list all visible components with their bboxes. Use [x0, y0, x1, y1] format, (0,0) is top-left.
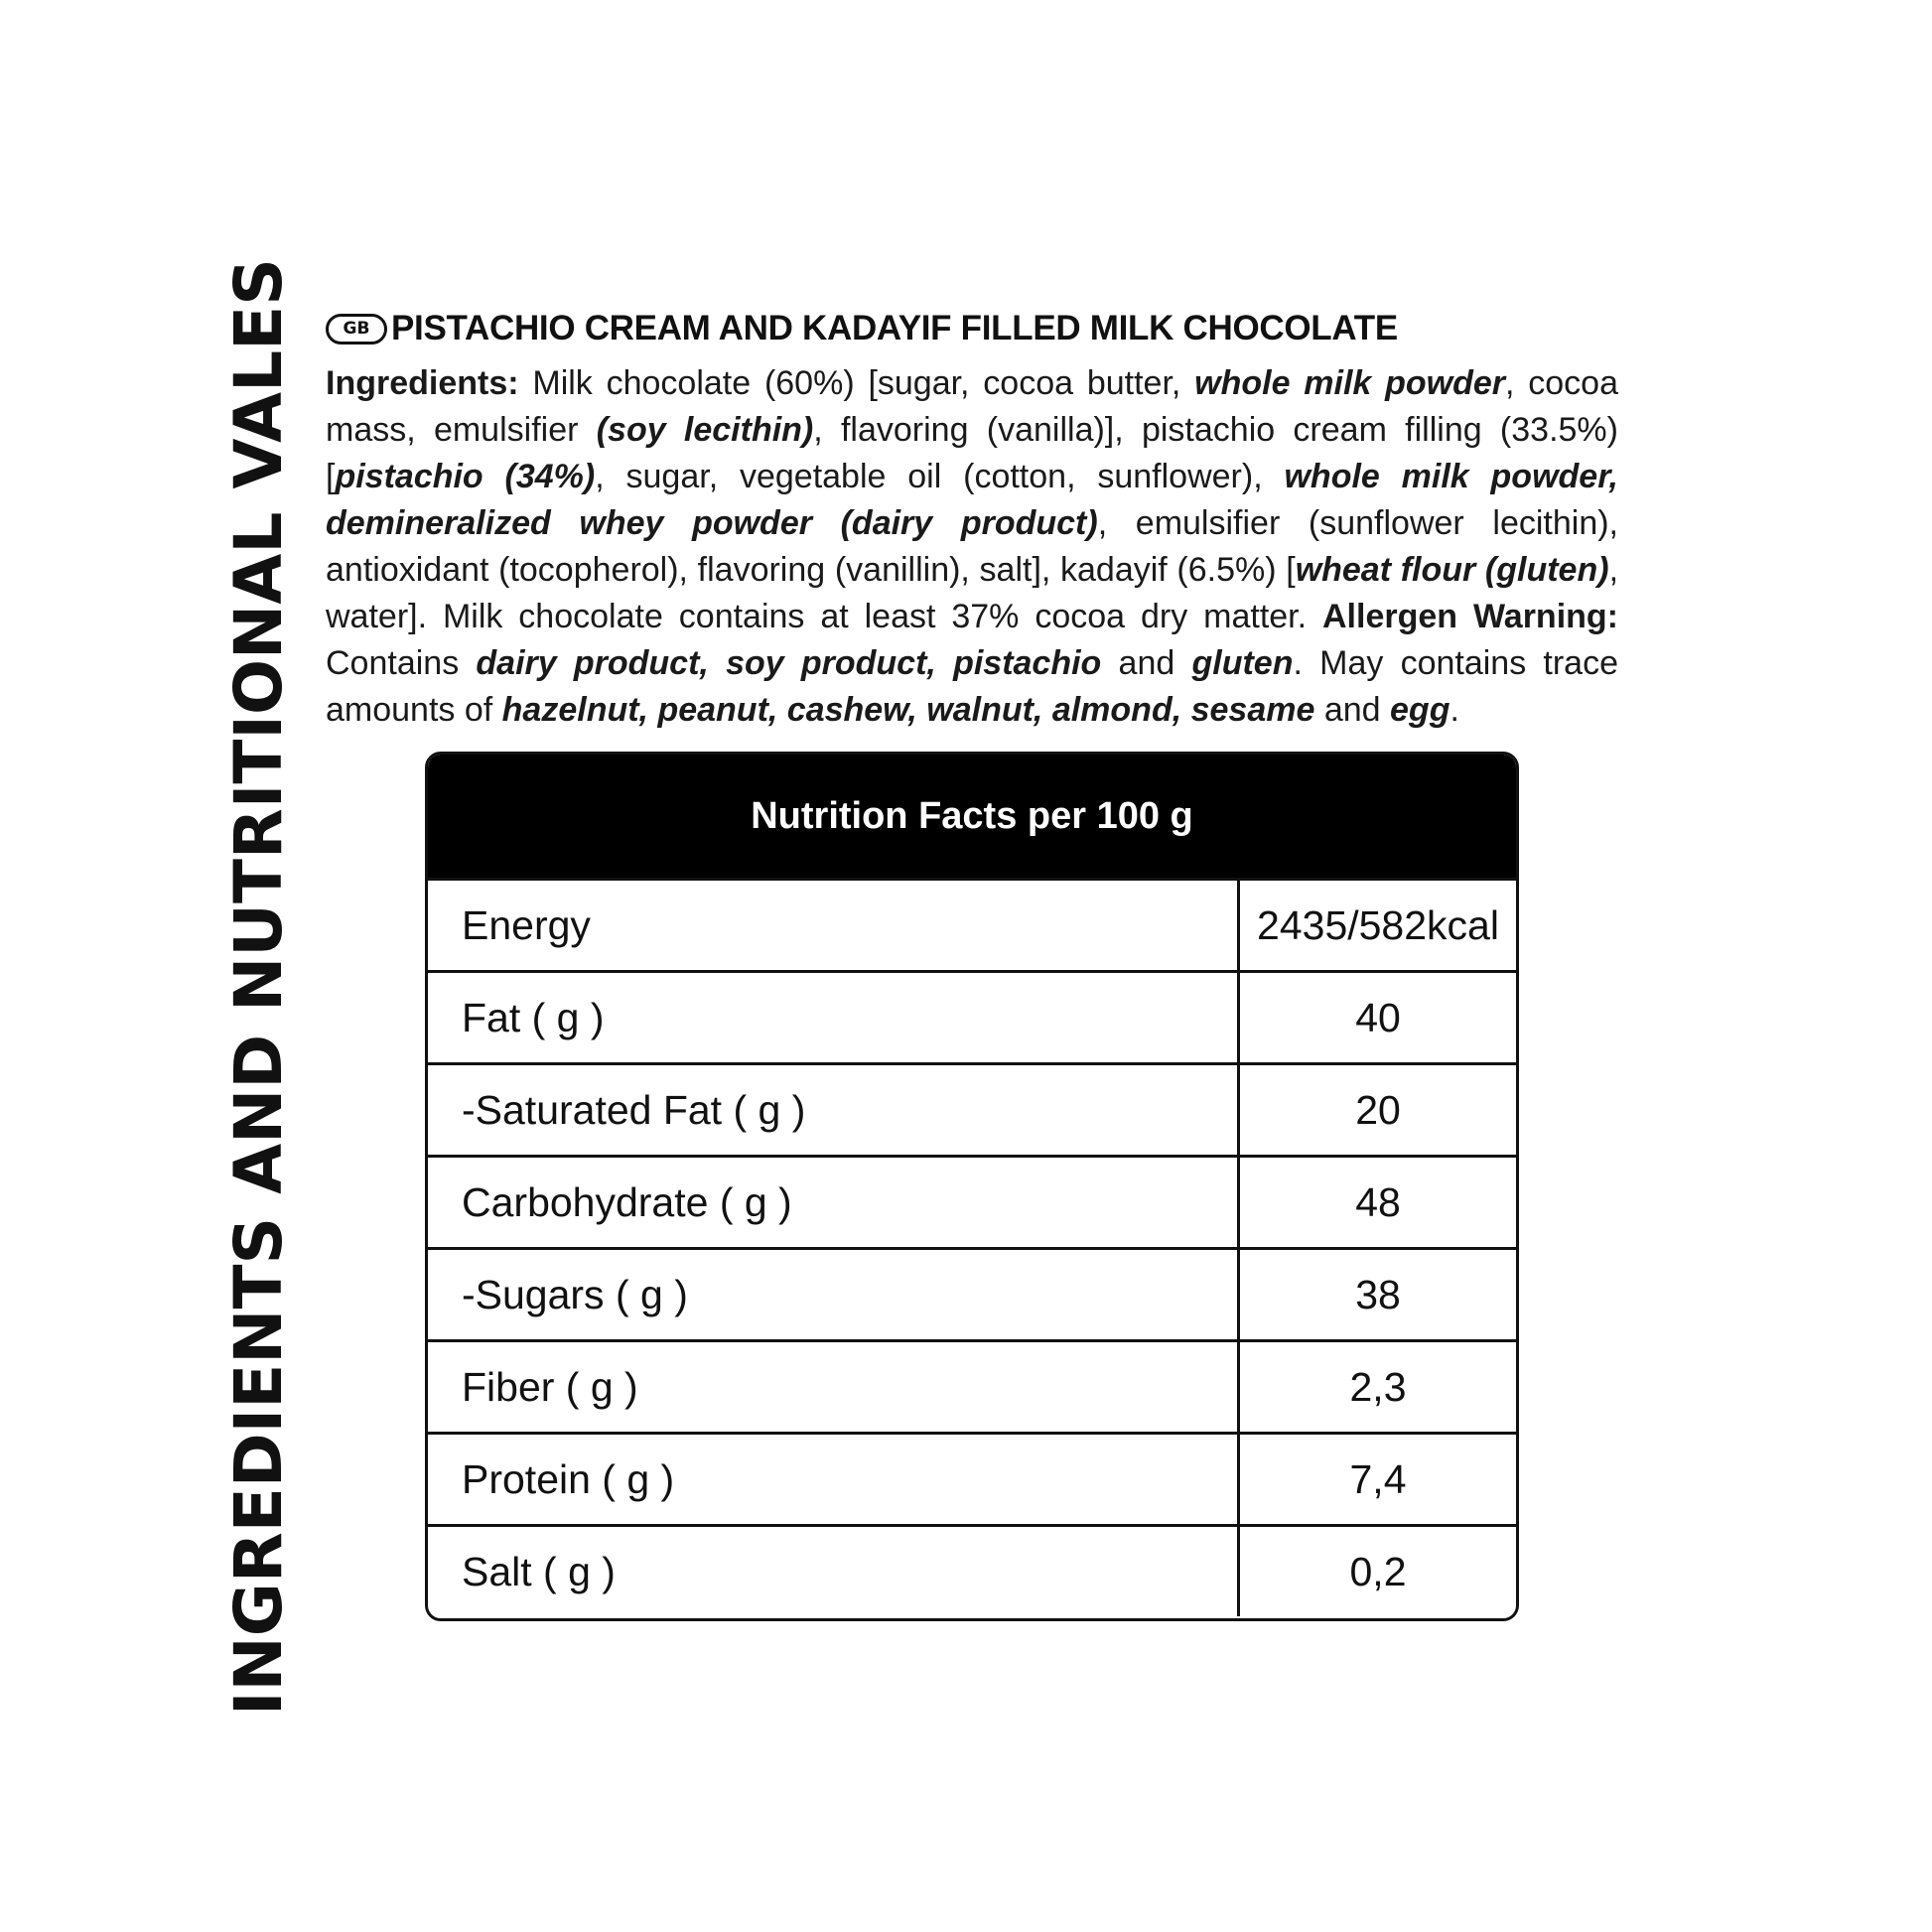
nutrient-label: Fat ( g ) [428, 973, 1240, 1062]
nutrient-value: 2435/582kcal [1257, 901, 1499, 948]
ingredients-part: Milk chocolate (60%) [sugar, cocoa butter, [518, 364, 1195, 402]
ingredients-part: , flavoring (vanilla)], pistachio cream filling (33.5%) [ [326, 411, 1618, 495]
allergen-label: Allergen Warning: [1322, 598, 1619, 635]
nutrient-label: Carbohydrate ( g ) [428, 1158, 1240, 1247]
ingredients-label: Ingredients: [326, 364, 519, 402]
ingredients-part: and [1101, 644, 1192, 682]
nutrient-value: 0,2 [1349, 1548, 1407, 1594]
ingredients-part: , water]. Milk chocolate contains at least 37% cocoa dry matter. [326, 551, 1619, 635]
nutrient-value: 40 [1355, 994, 1401, 1040]
country-badge: GB [326, 314, 387, 345]
ingredients-emphasis: pistachio (34%) [335, 458, 596, 495]
table-row [428, 1524, 1516, 1616]
nutrient-value: 48 [1355, 1178, 1401, 1225]
side-title: INGREDIENTS AND NUTRITIONAL VALES [220, 258, 297, 1716]
trace-emphasis: hazelnut, peanut, cashew, walnut, almond, sesame [501, 691, 1315, 729]
nutrient-label: -Saturated Fat ( g ) [428, 1065, 1240, 1155]
nutrient-value: 20 [1355, 1086, 1401, 1133]
table-row [428, 1339, 1516, 1432]
nutrient-label: Fiber ( g ) [428, 1342, 1240, 1432]
nutrient-value: 2,3 [1349, 1363, 1407, 1410]
label-content [326, 303, 1618, 734]
ingredients-part: , emulsifier (sunflower lecithin), antioxidant (tocopherol), flavoring (vanillin), salt], kadayif (6.5%) [ [326, 504, 1619, 589]
nutrient-value: 38 [1355, 1271, 1401, 1317]
ingredients-part: . May contains trace amounts of [326, 644, 1619, 729]
table-row [428, 1432, 1516, 1524]
ingredients-part: and [1314, 691, 1391, 729]
allergen-emphasis: gluten [1191, 644, 1294, 682]
ingredients-part: . [1449, 691, 1459, 729]
ingredients-part: , sugar, vegetable oil (cotton, sunflower), [595, 458, 1285, 495]
table-row [428, 1062, 1516, 1155]
table-row [428, 970, 1516, 1062]
ingredients-emphasis: whole milk powder, demineralized whey powder (dairy product) [326, 458, 1618, 542]
nutrient-label: Salt ( g ) [428, 1527, 1240, 1616]
trace-emphasis: egg [1390, 691, 1450, 729]
product-heading [326, 303, 1618, 354]
table-row [428, 1155, 1516, 1247]
nutrient-label: -Sugars ( g ) [428, 1250, 1240, 1339]
ingredients-part: , cocoa mass, emulsifier [326, 364, 1618, 449]
product-title: PISTACHIO CREAM AND KADAYIF FILLED MILK CHOCOLATE [391, 309, 1398, 347]
ingredients-emphasis: (soy lecithin) [596, 411, 814, 449]
ingredients-text [326, 360, 1618, 734]
allergen-emphasis: dairy product, soy product, pistachio [476, 644, 1102, 682]
ingredients-part: Contains [326, 644, 477, 682]
nutrient-label: Protein ( g ) [428, 1435, 1240, 1524]
nutrient-label: Energy [428, 881, 1240, 970]
ingredients-emphasis: wheat flour (gluten) [1295, 551, 1609, 589]
table-row [428, 1247, 1516, 1339]
nutrition-header: Nutrition Facts per 100 g [428, 755, 1516, 878]
nutrition-table [425, 752, 1519, 1621]
ingredients-emphasis: whole milk powder [1194, 364, 1506, 402]
table-row [428, 878, 1516, 970]
nutrient-value: 7,4 [1349, 1455, 1407, 1502]
